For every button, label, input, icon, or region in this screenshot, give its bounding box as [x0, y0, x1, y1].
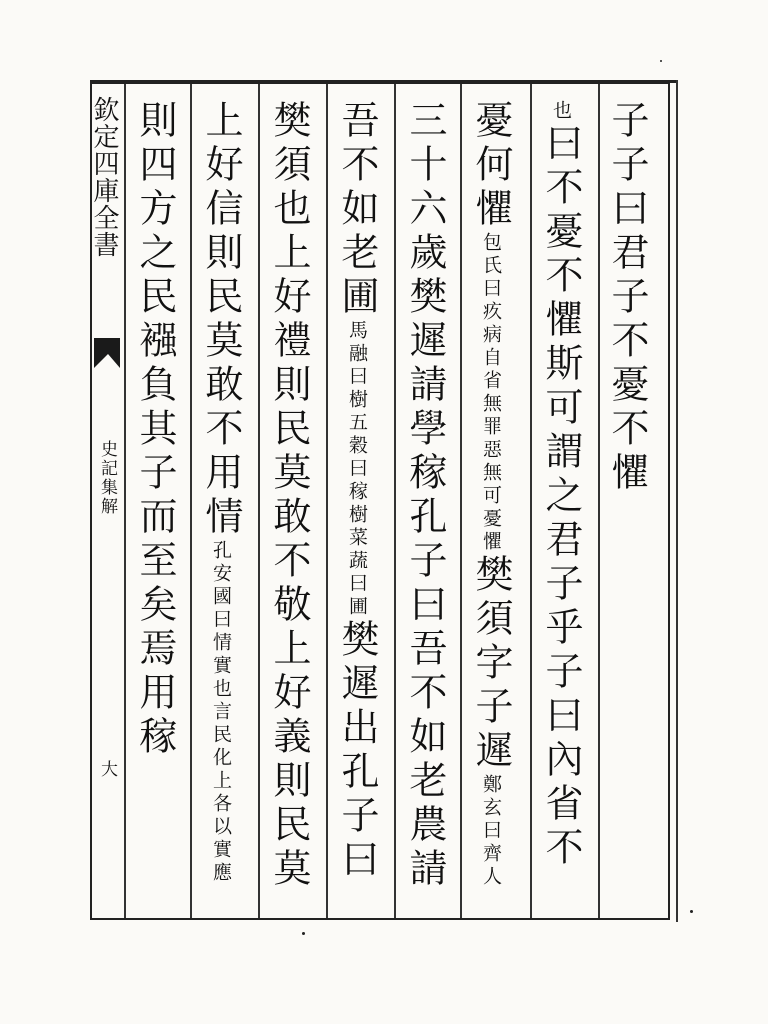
column-rule	[394, 84, 396, 918]
text-column-1	[604, 100, 650, 910]
commentary-line: 鄭玄曰	[480, 774, 502, 843]
commentary-line: 孔安國曰情實也言	[210, 540, 232, 724]
text-column-5	[334, 100, 380, 910]
commentary-line: 齊人	[480, 843, 502, 889]
section-title: 史記集解	[97, 440, 117, 516]
text-column-8	[132, 100, 178, 910]
main-text: 上好信則民莫敢不用情	[199, 100, 243, 540]
text-column-6	[266, 100, 312, 910]
commentary-line: 稼樹菜蔬曰圃	[346, 481, 368, 619]
text-column-3	[468, 100, 514, 910]
commentary	[470, 774, 514, 889]
commentary-line: 民化上各以實應	[210, 724, 232, 885]
main-text: 子曰君子不憂不懼	[605, 144, 649, 496]
column-rule	[530, 84, 532, 918]
column-rule	[460, 84, 462, 918]
commentary	[540, 100, 584, 123]
column-rule	[598, 84, 600, 918]
main-text: 則四方之民襁負其子而至矣焉用稼	[133, 100, 177, 760]
column-rule	[326, 84, 328, 918]
commentary	[470, 232, 514, 554]
main-text: 樊須也上好禮則民莫敢不敬上好義則民莫	[267, 100, 311, 892]
scan-speckle	[690, 910, 693, 913]
text-column-2	[538, 100, 584, 910]
commentary-line: 馬融曰樹五穀曰	[346, 320, 368, 481]
main-text: 子	[605, 100, 649, 144]
column-rule	[124, 84, 126, 918]
scan-speckle	[660, 60, 662, 62]
main-text: 曰不憂不懼斯可謂之君子乎子曰內省不	[539, 123, 583, 871]
page-number: 大	[97, 760, 117, 777]
fish-tail-icon	[94, 338, 120, 368]
main-text: 樊須字子遲	[469, 554, 513, 774]
main-text: 吾不如老圃	[335, 100, 379, 320]
column-rule	[190, 84, 192, 918]
text-column-4	[402, 100, 448, 910]
right-border	[676, 80, 678, 922]
main-text: 三十六歲樊遲請學稼孔子曰吾不如老農請	[403, 100, 447, 892]
column-rule	[258, 84, 260, 918]
commentary	[336, 320, 380, 619]
commentary-line: 包氏曰疚病自省	[480, 232, 502, 393]
commentary	[200, 540, 244, 885]
main-text: 樊遲出孔子曰	[335, 619, 379, 883]
main-text: 憂何懼	[469, 100, 513, 232]
text-column-7	[198, 100, 244, 910]
commentary-line: 無罪惡無可憂懼	[480, 393, 502, 554]
commentary-line: 也	[550, 100, 572, 123]
scan-speckle	[302, 932, 305, 935]
book-title: 欽定四庫全書	[89, 96, 119, 258]
